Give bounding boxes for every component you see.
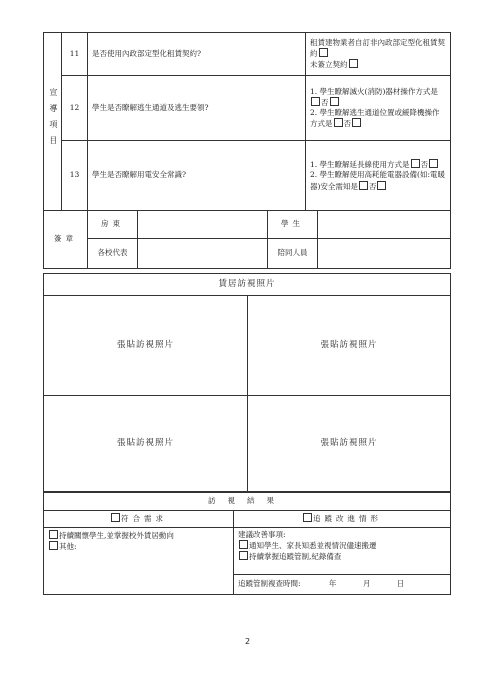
checkbox[interactable]	[239, 551, 248, 560]
side-label-cell	[44, 33, 62, 211]
table-row	[44, 141, 451, 211]
photo-title: 賃居訪視照片	[44, 274, 451, 296]
checkbox[interactable]	[352, 118, 361, 127]
table-row	[44, 396, 451, 492]
landlord-label: 房東	[88, 211, 138, 239]
checkbox[interactable]	[319, 48, 328, 57]
checkbox[interactable]	[49, 530, 58, 539]
school-rep-signature[interactable]	[138, 239, 268, 269]
result-title: 訪視結果	[208, 496, 286, 506]
signature-label-cell	[44, 211, 88, 269]
item-number: 13	[62, 141, 88, 211]
table-row	[44, 239, 451, 269]
signature-table	[43, 210, 451, 269]
accompany-label: 陪同人員	[268, 239, 318, 269]
table-row	[44, 511, 451, 528]
item-question: 學生是否瞭解用電安全常識?	[88, 141, 306, 211]
table-row	[44, 76, 451, 141]
table-row	[44, 493, 451, 511]
table-row	[44, 211, 451, 239]
checkbox[interactable]	[411, 159, 420, 168]
tracking-label: 追蹤改進情形	[313, 514, 382, 524]
checkbox[interactable]	[377, 181, 386, 190]
checkbox[interactable]	[111, 513, 120, 522]
item-question: 是否使用內政部定型化租賃契約?	[88, 33, 306, 76]
photo-slot[interactable]: 張貼訪視照片	[44, 296, 248, 396]
item-options: 1. 學生瞭解延長線使用方式是 否 2. 學生瞭解使用高耗能電器設備(如:電暖器)安全需知是 否	[306, 141, 451, 211]
checkbox[interactable]	[239, 540, 248, 549]
checkbox[interactable]	[349, 59, 358, 68]
item-number: 11	[62, 33, 88, 76]
year-label: 年	[328, 579, 337, 589]
photo-slot[interactable]: 張貼訪視照片	[248, 296, 451, 396]
item-question: 學生是否瞭解逃生通道及逃生要領?	[88, 76, 306, 141]
month-label: 月	[362, 579, 371, 589]
items-table	[43, 32, 451, 211]
student-signature[interactable]	[318, 211, 451, 239]
tracking-cell	[234, 511, 451, 528]
result-title-cell	[44, 493, 451, 511]
photo-table	[43, 273, 451, 492]
advice-cell: 建議改善事項: 通知學生、家長知悉並視情況儘速搬遷 持續掌握追蹤管制,紀錄備查	[234, 528, 451, 575]
checkbox[interactable]	[303, 513, 312, 522]
item-options: 租賃建物業者自訂非內政部定型化租賃契約 未簽立契約	[306, 33, 451, 76]
photo-slot[interactable]: 張貼訪視照片	[44, 396, 248, 492]
table-row	[44, 528, 451, 575]
meets-cell	[44, 511, 234, 528]
left-options: 持續關懷學生,並掌握校外賃居動向 其他:	[44, 528, 234, 595]
checkbox[interactable]	[429, 159, 438, 168]
review-label: 追蹤管制複查時間:	[238, 579, 301, 589]
checkbox[interactable]	[334, 118, 343, 127]
side-label: 宣導項目	[48, 87, 58, 152]
day-label: 日	[396, 579, 405, 589]
photo-slot[interactable]: 張貼訪視照片	[248, 396, 451, 492]
checkbox[interactable]	[359, 181, 368, 190]
signature-label: 簽章	[54, 234, 77, 244]
meets-label: 符合需求	[121, 514, 167, 524]
item-options: 1. 學生瞭解滅火(消防)器材操作方式是否 2. 學生瞭解逃生通道位置或緩降機操作方式是 否	[306, 76, 451, 141]
accompany-signature[interactable]	[318, 239, 451, 269]
table-row	[44, 274, 451, 296]
checkbox[interactable]	[330, 97, 339, 106]
table-row	[44, 33, 451, 76]
item-number: 12	[62, 76, 88, 141]
result-table	[43, 492, 451, 595]
advice-title: 建議改善事項:	[238, 530, 286, 539]
school-rep-label: 各校代表	[88, 239, 138, 269]
student-label: 學生	[268, 211, 318, 239]
review-cell	[234, 575, 451, 595]
checkbox[interactable]	[49, 541, 58, 550]
landlord-signature[interactable]	[138, 211, 268, 239]
table-row	[44, 296, 451, 396]
checkbox[interactable]	[311, 97, 320, 106]
page-number: 2	[244, 637, 251, 646]
